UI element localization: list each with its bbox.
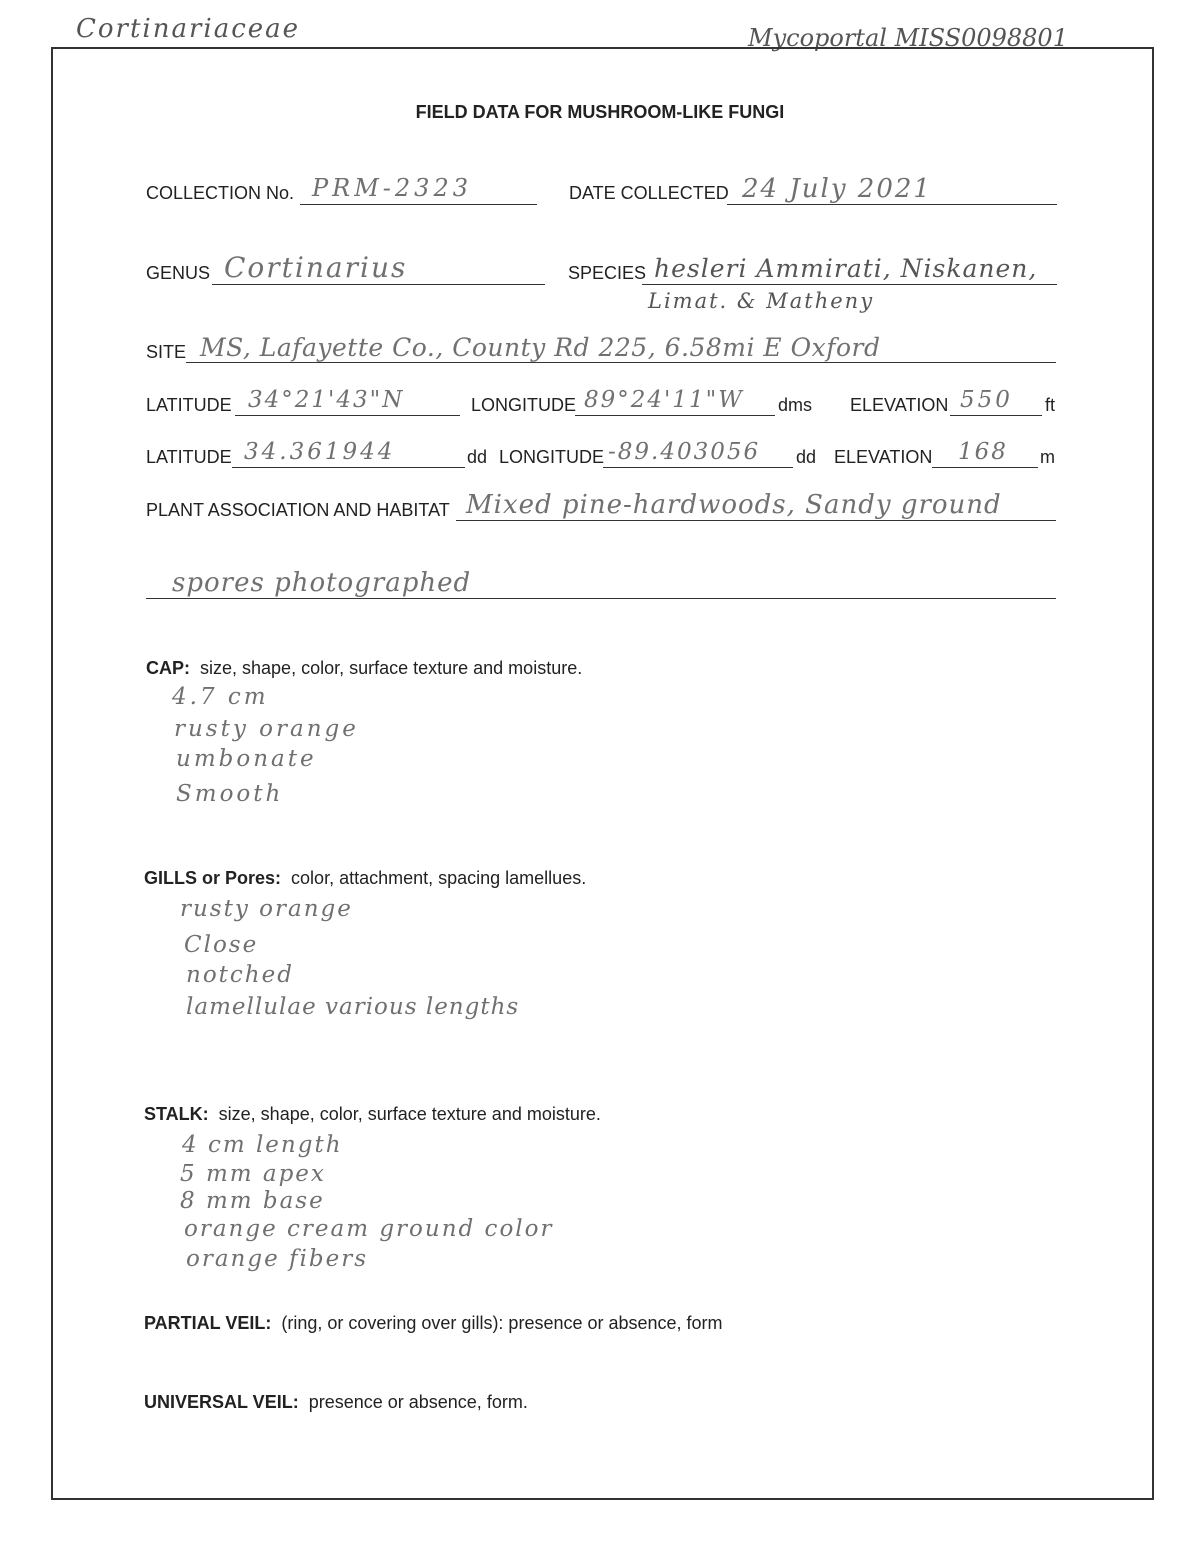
stalk-heading: STALK: — [144, 1104, 209, 1124]
catalog-annotation: Mycoportal MISS0098801 — [748, 24, 1068, 52]
elevation-ft-line — [950, 415, 1042, 416]
longitude-dd-line — [603, 467, 793, 468]
gills-line-3[interactable]: notched — [186, 962, 294, 988]
cap-line-2[interactable]: rusty orange — [174, 716, 359, 742]
date-collected-value[interactable]: 24 July 2021 — [742, 174, 932, 204]
site-label: SITE — [146, 342, 187, 362]
latitude-dms-label: LATITUDE — [146, 395, 232, 415]
species-value-line2[interactable]: Limat. & Matheny — [648, 289, 875, 313]
family-annotation: Cortinariaceae — [76, 14, 301, 44]
stalk-line-1[interactable]: 4 cm length — [182, 1132, 343, 1158]
species-line — [642, 284, 1057, 285]
universal-veil-description: presence or absence, form. — [308, 1392, 528, 1412]
stalk-label — [144, 1104, 601, 1125]
longitude-dd-value[interactable]: -89.403056 — [608, 439, 761, 465]
latitude-dms-line — [235, 415, 460, 416]
partial-veil-label — [144, 1313, 723, 1334]
cap-line-1[interactable]: 4.7 cm — [172, 684, 269, 710]
dd-unit-2: dd — [796, 447, 817, 467]
site-value[interactable]: MS, Lafayette Co., County Rd 225, 6.58mi E Oxford — [200, 333, 881, 362]
cap-description: size, shape, color, surface texture and moisture. — [200, 658, 583, 678]
site-line — [186, 362, 1056, 363]
gills-line-2[interactable]: Close — [184, 932, 259, 958]
dd-unit-1: dd — [467, 447, 488, 467]
latitude-dd-value[interactable]: 34.361944 — [244, 439, 396, 465]
habitat-label: PLANT ASSOCIATION AND HABITAT — [146, 500, 450, 520]
universal-veil-label — [144, 1392, 528, 1413]
latitude-dd-label: LATITUDE — [146, 447, 232, 467]
gills-line-4[interactable]: lamellulae various lengths — [186, 994, 520, 1020]
ft-unit: ft — [1045, 395, 1056, 415]
m-unit: m — [1040, 447, 1055, 467]
dms-unit: dms — [778, 395, 813, 415]
latitude-dd-line — [232, 467, 465, 468]
date-collected-label: DATE COLLECTED — [569, 183, 729, 203]
stalk-line-3[interactable]: 8 mm base — [180, 1188, 325, 1214]
elevation-m-label: ELEVATION — [834, 447, 933, 467]
collection-no-value[interactable]: PRM-2323 — [312, 174, 472, 202]
longitude-dms-value[interactable]: 89°24'11"W — [584, 387, 744, 413]
longitude-dd-label: LONGITUDE — [499, 447, 605, 467]
stalk-line-2[interactable]: 5 mm apex — [180, 1161, 326, 1187]
elevation-ft-value[interactable]: 550 — [960, 387, 1013, 413]
elevation-m-line — [932, 467, 1038, 468]
form-title: FIELD DATA FOR MUSHROOM-LIKE FUNGI — [415, 102, 785, 122]
elevation-m-value[interactable]: 168 — [958, 439, 1008, 465]
habitat-line — [456, 520, 1056, 521]
longitude-dms-line — [575, 415, 775, 416]
date-collected-line — [727, 204, 1057, 205]
cap-heading: CAP: — [146, 658, 190, 678]
partial-veil-description: (ring, or covering over gills): presence or absence, form — [281, 1313, 723, 1333]
universal-veil-heading: UNIVERSAL VEIL: — [144, 1392, 299, 1412]
gills-description: color, attachment, spacing lamellues. — [291, 868, 587, 888]
partial-veil-heading: PARTIAL VEIL: — [144, 1313, 272, 1333]
stalk-description: size, shape, color, surface texture and moisture. — [218, 1104, 601, 1124]
cap-line-4[interactable]: Smooth — [176, 781, 284, 807]
habitat-line-2 — [146, 598, 1056, 599]
collection-no-label: COLLECTION No. — [146, 183, 295, 203]
gills-line-1[interactable]: rusty orange — [180, 896, 353, 922]
collection-no-line — [300, 204, 537, 205]
species-value-line1[interactable]: hesleri Ammirati, Niskanen, — [654, 254, 1038, 283]
habitat-value-line2[interactable]: spores photographed — [172, 568, 472, 598]
cap-line-3[interactable]: umbonate — [176, 746, 317, 772]
gills-label — [144, 868, 586, 889]
longitude-dms-label: LONGITUDE — [471, 395, 577, 415]
latitude-dms-value[interactable]: 34°21'43"N — [248, 387, 405, 413]
elevation-ft-label: ELEVATION — [850, 395, 949, 415]
genus-line — [212, 284, 545, 285]
cap-label — [146, 658, 582, 679]
stalk-line-5[interactable]: orange fibers — [186, 1246, 369, 1272]
habitat-value-line1[interactable]: Mixed pine-hardwoods, Sandy ground — [466, 490, 1002, 520]
stalk-line-4[interactable]: orange cream ground color — [184, 1216, 554, 1242]
species-label: SPECIES — [568, 263, 647, 283]
gills-heading: GILLS or Pores: — [144, 868, 282, 888]
genus-label: GENUS — [146, 263, 211, 283]
genus-value[interactable]: Cortinarius — [224, 251, 408, 284]
